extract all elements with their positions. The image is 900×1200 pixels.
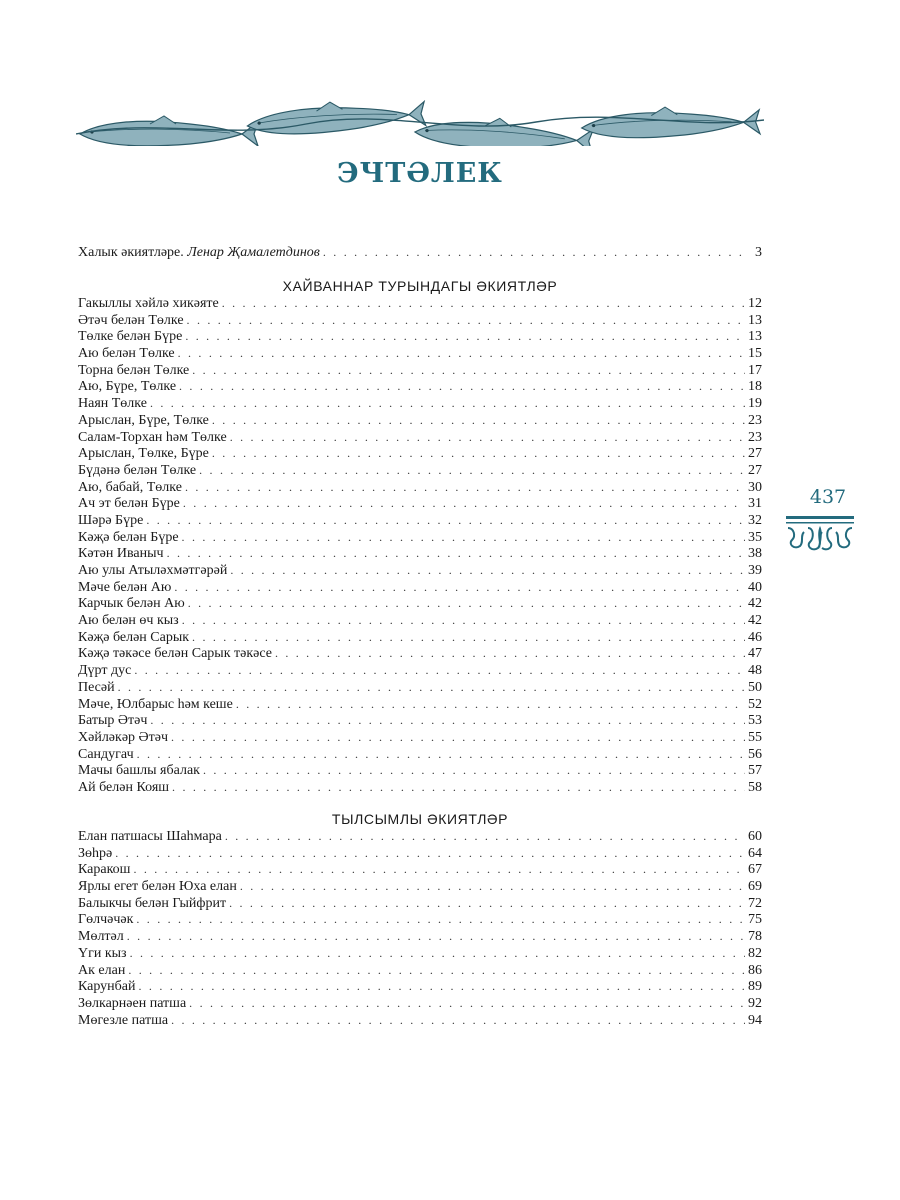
entry-page: 78 [748, 929, 762, 945]
entry-page: 86 [748, 962, 762, 978]
entry-page: 89 [748, 979, 762, 995]
dot-leader [230, 562, 745, 579]
entry-title: Үги кыз [78, 945, 127, 961]
dot-leader [174, 579, 745, 596]
entry-title: Шәрә Бүре [78, 512, 144, 528]
dot-leader [185, 479, 745, 496]
entry-title: Песәй [78, 679, 115, 695]
entry-page: 17 [748, 362, 762, 378]
toc-entry[interactable] [78, 378, 762, 395]
toc-section-animals [78, 277, 762, 796]
entry-page: 38 [748, 546, 762, 562]
entry-page: 82 [748, 945, 762, 961]
dot-leader [188, 595, 745, 612]
dot-leader [240, 878, 745, 895]
dot-leader [192, 629, 745, 646]
entry-page: 42 [748, 613, 762, 629]
entry-list [78, 295, 762, 796]
dot-leader [225, 828, 745, 845]
toc-entry[interactable] [78, 962, 762, 979]
entry-title: Ач эт белән Бүре [78, 496, 180, 512]
toc-entry[interactable] [78, 445, 762, 462]
dot-leader [167, 545, 745, 562]
dot-leader [146, 512, 745, 529]
entry-page: 58 [748, 779, 762, 795]
toc-entry[interactable] [78, 612, 762, 629]
entry-page: 69 [748, 879, 762, 895]
dot-leader [236, 696, 745, 713]
entry-page: 47 [748, 646, 762, 662]
entry-title: Мәче белән Аю [78, 579, 172, 595]
entry-page: 12 [748, 296, 762, 311]
toc-entry[interactable] [78, 911, 762, 928]
entry-page: 15 [748, 346, 762, 362]
entry-title: Балыкчы белән Гыйфрит [78, 895, 227, 911]
toc-entry[interactable] [78, 779, 762, 796]
entry-page: 72 [748, 895, 762, 911]
dot-leader [115, 845, 745, 862]
dot-leader [150, 712, 745, 729]
toc-entry[interactable] [78, 328, 762, 345]
entry-title [78, 245, 320, 262]
entry-title: Карчык белән Аю [78, 596, 185, 612]
toc-entry[interactable] [78, 928, 762, 945]
dot-leader [185, 328, 745, 345]
toc-entry[interactable] [78, 395, 762, 412]
entry-title: Әтәч белән Төлке [78, 312, 184, 328]
toc-entry[interactable] [78, 545, 762, 562]
toc-entry[interactable] [78, 412, 762, 429]
intro-author: Ленар Җамалетдинов [187, 245, 320, 260]
entry-title: Карунбай [78, 979, 136, 995]
entry-title: Елан патшасы Шаһмара [78, 829, 222, 844]
toc-entry[interactable] [78, 312, 762, 329]
toc-entry[interactable] [78, 712, 762, 729]
toc-entry[interactable] [78, 662, 762, 679]
section-heading: ХАЙВАННАР ТУРЫНДАГЫ ӘКИЯТЛӘР [282, 278, 558, 294]
entry-title: Арыслан, Төлке, Бүре [78, 446, 209, 462]
entry-page: 94 [748, 1012, 762, 1028]
dot-leader [139, 978, 745, 995]
dot-leader [136, 911, 745, 928]
toc-entry[interactable] [78, 244, 762, 261]
toc-entry[interactable] [78, 878, 762, 895]
entry-page: 60 [748, 829, 762, 844]
page-title: ЭЧТӘЛЕК [337, 158, 503, 189]
dot-leader [133, 861, 745, 878]
entry-page: 40 [748, 579, 762, 595]
entry-page: 52 [748, 696, 762, 712]
entry-page: 18 [748, 379, 762, 395]
toc-entry[interactable] [78, 595, 762, 612]
tatar-floral-ornament [784, 514, 856, 554]
entry-page: 75 [748, 912, 762, 928]
entry-page: 3 [755, 245, 762, 260]
dot-leader [323, 244, 745, 261]
section-heading: ТЫЛСЫМЛЫ ӘКИЯТЛӘР [331, 811, 509, 827]
entry-title: Хәйләкәр Әтәч [78, 729, 169, 745]
dot-leader [230, 429, 745, 446]
entry-title: Аю улы Атыләхмәтгәрәй [78, 563, 228, 578]
entry-title: Төлке белән Бүре [78, 329, 183, 345]
toc-entry[interactable] [78, 1012, 762, 1029]
dot-leader [229, 895, 745, 912]
dot-leader [118, 679, 745, 696]
entry-page: 30 [748, 479, 762, 495]
entry-title: Наян Төлке [78, 396, 147, 412]
toc-intro [78, 244, 762, 261]
entry-page: 27 [748, 462, 762, 478]
entry-title: Мачы башлы ябалак [78, 763, 200, 779]
entry-title: Ярлы егет белән Юха елан [78, 879, 237, 895]
toc-entry[interactable] [78, 462, 762, 479]
entry-title: Батыр Әтәч [78, 713, 148, 729]
dot-leader [130, 945, 745, 962]
dot-leader [128, 962, 745, 979]
entry-page: 92 [748, 995, 762, 1011]
entry-page: 55 [748, 729, 762, 745]
toc-entry[interactable] [78, 295, 762, 312]
toc-entry[interactable] [78, 429, 762, 446]
dot-leader [179, 378, 745, 395]
entry-page: 23 [748, 412, 762, 428]
toc-entry[interactable] [78, 696, 762, 713]
entry-page: 50 [748, 679, 762, 695]
entry-title: Кәҗә белән Сарык [78, 629, 190, 645]
dot-leader [178, 345, 745, 362]
dot-leader [203, 762, 745, 779]
toc-entry[interactable] [78, 512, 762, 529]
entry-page: 67 [748, 862, 762, 878]
toc-entry[interactable] [78, 945, 762, 962]
entry-title: Торна белән Төлке [78, 362, 190, 378]
dot-leader [137, 746, 745, 763]
toc-entry[interactable] [78, 479, 762, 496]
dot-leader [171, 1012, 745, 1029]
toc-entry[interactable] [78, 529, 762, 546]
dot-leader [212, 412, 745, 429]
toc-entry[interactable] [78, 995, 762, 1012]
entry-title: Аю белән өч кыз [78, 613, 179, 629]
entry-page: 48 [748, 663, 762, 679]
entry-title: Ак елан [78, 962, 126, 978]
entry-title: Аю, бабай, Төлке [78, 479, 182, 495]
entry-title: Арыслан, Бүре, Төлке [78, 412, 209, 428]
entry-title: Аю, Бүре, Төлке [78, 379, 177, 395]
toc-entry[interactable] [78, 629, 762, 646]
toc-entry[interactable] [78, 746, 762, 763]
toc-entry[interactable] [78, 895, 762, 912]
toc-entry[interactable] [78, 495, 762, 512]
toc-entry[interactable] [78, 345, 762, 362]
dot-leader [127, 928, 745, 945]
entry-page: 31 [748, 496, 762, 512]
dot-leader [134, 662, 745, 679]
entry-page: 35 [748, 529, 762, 545]
dot-leader [212, 445, 745, 462]
toc-entry[interactable] [78, 562, 762, 579]
dot-leader [182, 612, 745, 629]
dot-leader [171, 729, 745, 746]
toc-entry[interactable] [78, 828, 762, 845]
entry-page: 53 [748, 713, 762, 729]
entry-page: 27 [748, 446, 762, 462]
entry-title: Зөлкарнәен патша [78, 995, 187, 1011]
entry-title: Каракош [78, 862, 131, 878]
entry-title: Салам-Торхан һәм Төлке [78, 429, 227, 445]
dot-leader [275, 645, 745, 662]
dot-leader [172, 779, 745, 796]
toc-entry[interactable] [78, 679, 762, 696]
entry-title: Ай белән Кояш [78, 779, 170, 795]
entry-title: Кәтән Иваныч [78, 546, 164, 562]
entry-page: 56 [748, 746, 762, 762]
entry-page: 64 [748, 845, 762, 861]
dot-leader [150, 395, 745, 412]
toc-entry[interactable] [78, 861, 762, 878]
dot-leader [189, 995, 745, 1012]
entry-title: Мәче, Юлбарыс һәм кеше [78, 696, 233, 712]
entry-title: Сандугач [78, 746, 134, 762]
entry-page: 13 [748, 312, 762, 328]
entry-list [78, 828, 762, 1028]
entry-title: Мөгезле патша [78, 1012, 169, 1028]
toc-entry[interactable] [78, 645, 762, 662]
entry-title: Гөлчәчәк [78, 912, 134, 928]
page-number: 437 [809, 486, 847, 508]
entry-page: 13 [748, 329, 762, 345]
dot-leader [222, 295, 745, 312]
toc-entry[interactable] [78, 978, 762, 995]
entry-title: Гакыллы хәйлә хикәяте [78, 296, 219, 311]
toc-entry[interactable] [78, 579, 762, 596]
dot-leader [192, 362, 745, 379]
entry-page: 19 [748, 396, 762, 412]
entry-page: 46 [748, 629, 762, 645]
toc-entry[interactable] [78, 762, 762, 779]
entry-page: 39 [748, 563, 762, 578]
entry-title: Бүдәнә белән Төлке [78, 462, 197, 478]
toc-entry[interactable] [78, 362, 762, 379]
toc-entry[interactable] [78, 729, 762, 746]
toc-entry[interactable] [78, 845, 762, 862]
entry-page: 32 [748, 512, 762, 528]
dot-leader [187, 312, 745, 329]
entry-page: 57 [748, 763, 762, 779]
toc-section-magic [78, 810, 762, 1028]
entry-title: Кәҗә белән Бүре [78, 529, 179, 545]
dot-leader [182, 529, 745, 546]
entry-title: Зөһрә [78, 845, 113, 861]
dot-leader [183, 495, 745, 512]
entry-page: 42 [748, 596, 762, 612]
entry-title: Аю белән Төлке [78, 346, 175, 362]
intro-label: Халык әкиятләре. [78, 245, 188, 260]
entry-title: Кәҗә тәкәсе белән Сарык тәкәсе [78, 646, 272, 662]
entry-title: Мөлтәл [78, 929, 124, 945]
entry-page: 23 [748, 429, 762, 445]
dot-leader [199, 462, 745, 479]
entry-title: Дүрт дус [78, 663, 132, 679]
fish-frieze-ornament [76, 100, 764, 146]
